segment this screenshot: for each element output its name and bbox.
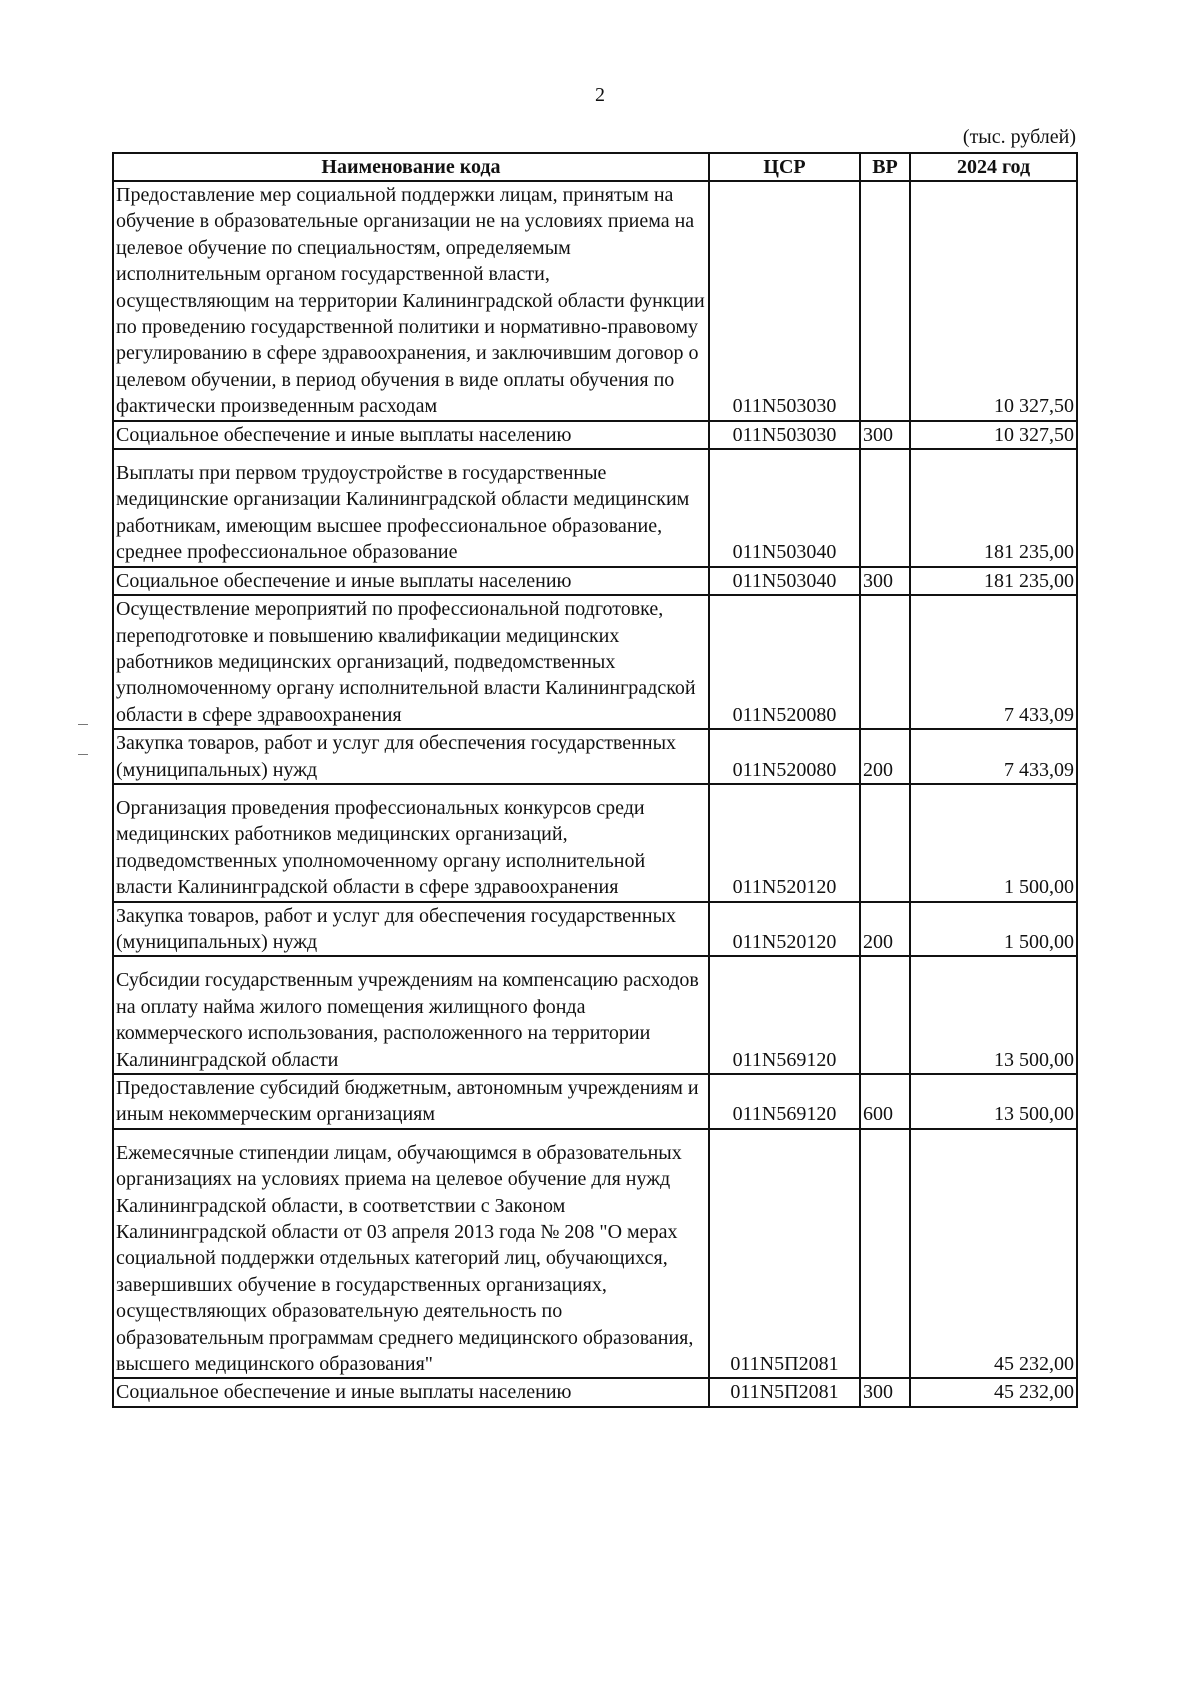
row-vr: 300 xyxy=(860,421,910,449)
row-name: Предоставление субсидий бюджетным, автономным учреждениям и иным некоммерческим организациям xyxy=(113,1074,709,1129)
table-row xyxy=(113,1378,1077,1406)
row-name: Закупка товаров, работ и услуг для обеспечения государственных (муниципальных) нужд xyxy=(113,729,709,784)
row-vr: 300 xyxy=(860,567,910,595)
table-row xyxy=(113,595,1077,729)
row-name xyxy=(113,1129,709,1379)
row-vr: 600 xyxy=(860,1074,910,1129)
row-csr: 011N520120 xyxy=(709,902,860,957)
row-csr: 011N503030 xyxy=(709,421,860,449)
row-name xyxy=(113,784,709,902)
table-row xyxy=(113,956,1077,1074)
units-label: (тыс. рублей) xyxy=(962,126,1076,148)
row-csr: 011N503040 xyxy=(709,567,860,595)
margin-mark xyxy=(78,724,88,725)
row-name-text: Выплаты при первом трудоустройстве в государственные медицинские организации Калининградской области медицинским работникам, имеющим высшее профессиональное образование, среднее профессиональное образование xyxy=(116,462,690,564)
table-row xyxy=(113,729,1077,784)
table-row xyxy=(113,784,1077,902)
row-name: Закупка товаров, работ и услуг для обеспечения государственных (муниципальных) нужд xyxy=(113,902,709,957)
row-name: Осуществление мероприятий по профессиональной подготовке, переподготовке и повышению квалификации медицинских работников медицинских организаций, подведомственных уполномоченному органу исполнительной власти Калининградской области в сфере здравоохранения xyxy=(113,595,709,729)
row-name: Социальное обеспечение и иные выплаты населению xyxy=(113,1378,709,1406)
row-amount: 45 232,00 xyxy=(910,1378,1077,1406)
row-amount: 1 500,00 xyxy=(910,902,1077,957)
row-amount: 7 433,09 xyxy=(910,729,1077,784)
table-row xyxy=(113,181,1077,421)
table-row xyxy=(113,449,1077,567)
table-row xyxy=(113,1074,1077,1129)
row-name-text: Ежемесячные стипендии лицам, обучающимся в образовательных организациях на условиях приема на целевое обучение для нужд Калининградской области, в соответствии с Законом Калининградской области от 03 апреля 2013 года № 208 "О мерах социальной поддержки отдельных категорий лиц, обучающихся, завершивших обучение в государственных организациях, осуществляющих образовательную деятельность по образовательным программам среднего медицинского образования, высшего медицинского образования" xyxy=(116,1141,694,1376)
row-vr xyxy=(860,784,910,902)
page-number: 2 xyxy=(595,84,605,106)
row-amount: 1 500,00 xyxy=(910,784,1077,902)
budget-table xyxy=(112,152,1078,1408)
row-amount: 7 433,09 xyxy=(910,595,1077,729)
table-row xyxy=(113,567,1077,595)
row-name xyxy=(113,449,709,567)
row-name: Социальное обеспечение и иные выплаты населению xyxy=(113,421,709,449)
row-vr: 200 xyxy=(860,729,910,784)
row-name xyxy=(113,956,709,1074)
row-csr: 011N5П2081 xyxy=(709,1129,860,1379)
row-vr: 300 xyxy=(860,1378,910,1406)
row-csr: 011N520120 xyxy=(709,784,860,902)
header-csr: ЦСР xyxy=(709,153,860,181)
row-amount: 13 500,00 xyxy=(910,1074,1077,1129)
margin-mark xyxy=(78,754,88,755)
row-vr xyxy=(860,956,910,1074)
row-vr xyxy=(860,1129,910,1379)
row-name: Предоставление мер социальной поддержки лицам, принятым на обучение в образовательные организации не на условиях приема на целевое обучение по специальностям, определяемым исполнительным органом государственной власти, осуществляющим на территории Калининградской области функции по проведению государственной политики и нормативно-правовому регулированию в сфере здравоохранения, и заключившим договор о целевом обучении, в период обучения в виде оплаты обучения по фактически произведенным расходам xyxy=(113,181,709,421)
row-csr: 011N503040 xyxy=(709,449,860,567)
header-year: 2024 год xyxy=(910,153,1077,181)
table-row xyxy=(113,421,1077,449)
row-amount: 10 327,50 xyxy=(910,421,1077,449)
row-csr: 011N569120 xyxy=(709,1074,860,1129)
row-csr: 011N569120 xyxy=(709,956,860,1074)
row-amount: 181 235,00 xyxy=(910,567,1077,595)
table-row xyxy=(113,902,1077,957)
row-vr xyxy=(860,595,910,729)
row-csr: 011N520080 xyxy=(709,729,860,784)
row-name: Социальное обеспечение и иные выплаты населению xyxy=(113,567,709,595)
row-amount: 10 327,50 xyxy=(910,181,1077,421)
row-csr: 011N5П2081 xyxy=(709,1378,860,1406)
header-name: Наименование кода xyxy=(113,153,709,181)
row-name-text: Субсидии государственным учреждениям на компенсацию расходов на оплату найма жилого помещения жилищного фонда коммерческого использования, расположенного на территории Калининградской области xyxy=(116,969,699,1071)
row-amount: 181 235,00 xyxy=(910,449,1077,567)
table-header-row xyxy=(113,153,1077,181)
row-csr: 011N520080 xyxy=(709,595,860,729)
table-row xyxy=(113,1129,1077,1379)
row-name-text: Организация проведения профессиональных конкурсов среди медицинских работников медицинских организаций, подведомственных уполномоченному органу исполнительной власти Калининградской области в сфере здравоохранения xyxy=(116,796,646,899)
row-amount: 45 232,00 xyxy=(910,1129,1077,1379)
header-vr: ВР xyxy=(860,153,910,181)
row-csr: 011N503030 xyxy=(709,181,860,421)
row-vr: 200 xyxy=(860,902,910,957)
row-amount: 13 500,00 xyxy=(910,956,1077,1074)
row-vr xyxy=(860,181,910,421)
row-vr xyxy=(860,449,910,567)
